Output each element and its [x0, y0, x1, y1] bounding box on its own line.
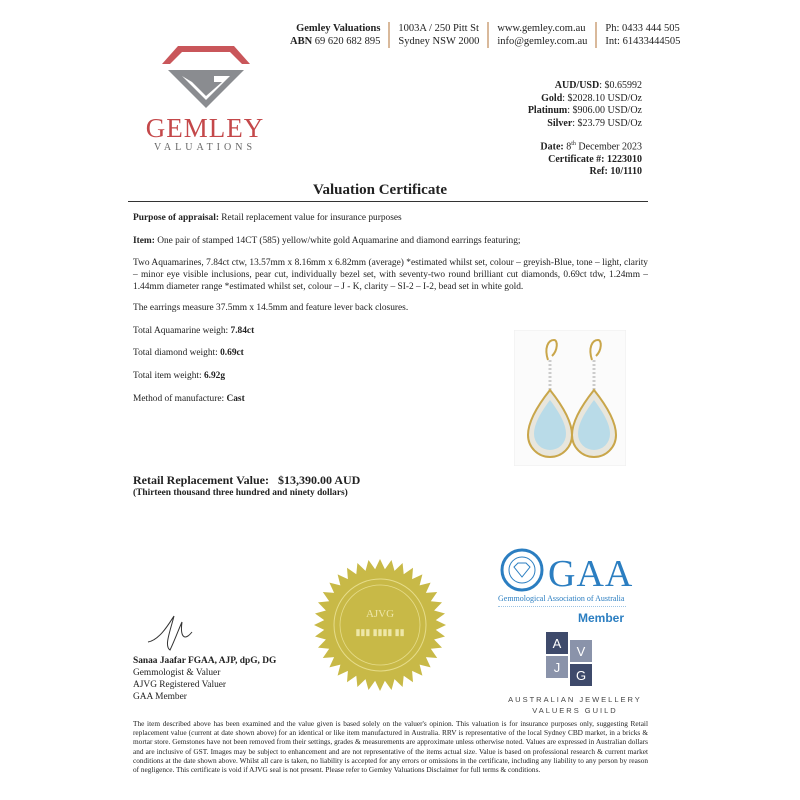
address-line-1: 1003A / 250 Pitt St — [398, 23, 479, 34]
purpose: Purpose of appraisal: Retail replacement value for insurance purposes — [133, 213, 402, 223]
ajvg-logo: A V J G — [546, 632, 596, 692]
gaa-fullname: Gemmological Association of Australia — [498, 594, 625, 603]
rate-row: AUD/USD: $0.65992 — [554, 80, 642, 91]
signature-icon — [140, 612, 200, 654]
retail-value-words: (Thirteen thousand three hundred and ninety dollars) — [133, 488, 348, 498]
reference: Ref: 10/1110 — [589, 166, 642, 178]
address-line-2: Sydney NSW 2000 — [398, 36, 480, 47]
abn: 69 620 682 895 — [314, 36, 381, 47]
metal-rates — [528, 80, 642, 130]
email-link[interactable]: info@gemley.com.au — [497, 36, 588, 47]
diamond-weight: Total diamond weight: 0.69ct — [133, 348, 244, 358]
logo-name: GEMLEY — [145, 113, 265, 143]
ajvg-seal — [312, 557, 448, 693]
rate-row: Gold: $2028.10 USD/Oz — [541, 92, 642, 104]
aquamarine-weight: Total Aquamarine weigh: 7.84ct — [133, 326, 255, 336]
page-title: Valuation Certificate — [312, 182, 447, 198]
retail-value: Retail Replacement Value: $13,390.00 AUD — [133, 473, 361, 487]
phone: Ph: 0433 444 505 — [605, 23, 680, 34]
intl-phone: Int: 61433444505 — [605, 36, 681, 47]
gaa-emblem-icon — [500, 548, 544, 592]
date: Date: 8th December 2023 — [540, 141, 642, 153]
item: Item: One pair of stamped 14CT (585) yellow/white gold Aquamarine and diamond earrings featuring; — [133, 236, 521, 246]
rate-row: Platinum: $906.00 USD/Oz — [527, 105, 642, 116]
abn-label: ABN — [290, 36, 313, 47]
divider — [498, 606, 626, 607]
company-name: Gemley Valuations — [296, 23, 381, 34]
gaa-member: Member — [578, 611, 625, 625]
earrings-photo — [514, 330, 626, 466]
website-link[interactable]: www.gemley.com.au — [497, 23, 586, 34]
certificate-meta — [540, 138, 642, 179]
logo-subtitle: VALUATIONS — [153, 142, 257, 153]
disclaimer: The item described above has been examined and the value given is based solely on the valuer's opinion. This valuation is for insurance purposes only, suggesting Retail replacement value (current at date shown above) for an identical or like item manufactured in Australia. RRV is representative of the local Sydney CBD market, in a bricks & mortar store. Gemstones have not been removed from their settings, grades & measurements are approximate unless otherwise noted. Values are expressed in Australian dollars and are inclusive of GST. Images may be subject to enhancement and are not representative of the items actual size. Value is based on professional research & current market conditions at the date shown above. Whilst all care is taken, no liability is accepted for any errors or omissions in the certificate, including any liability to any person by reason of negligence. This certificate is void if AJVG seal is not present. Please refer to Gemley Valuations Disclaimer for full terms & conditions. — [133, 719, 648, 775]
rate-row: Silver: $23.79 USD/Oz — [547, 117, 642, 129]
seal-text: AJVG — [365, 608, 395, 620]
gemley-logo-icon — [158, 42, 254, 110]
description: Two Aquamarines, 7.84ct ctw, 13.57mm x 8.16mm x 6.82mm (average) *estimated whilst set, colour – greyish-Blue, tone – light, clarity – minor eye visible inclusions, pear cut, individually bezel set, with seventy-two round brilliant cut diamonds, 0.69ct tdw, 1.24mm – 1.44mm diameter range *estimated whilst set, colour – J - K, clarity – SI-2 – I-2, bead set in white gold. — [133, 258, 648, 292]
ajvg-name: AUSTRALIAN JEWELLERY VALUERS GUILD — [508, 695, 642, 715]
measurements: The earrings measure 37.5mm x 14.5mm and feature lever back closures. — [133, 303, 409, 313]
divider — [128, 201, 648, 202]
manufacture-method: Method of manufacture: Cast — [133, 394, 245, 404]
contact-header — [290, 22, 688, 48]
svg-text:▮▮▮ ▮▮▮▮ ▮▮: ▮▮▮ ▮▮▮▮ ▮▮ — [355, 627, 405, 637]
gaa-logo: GAA — [548, 553, 634, 595]
certificate-number: Certificate #: 1223010 — [548, 153, 642, 165]
signatory: Sanaa Jaafar FGAA, AJP, dpG, DG Gemmologist & Valuer AJVG Registered Valuer GAA Member — [133, 656, 277, 702]
item-weight: Total item weight: 6.92g — [133, 371, 226, 381]
